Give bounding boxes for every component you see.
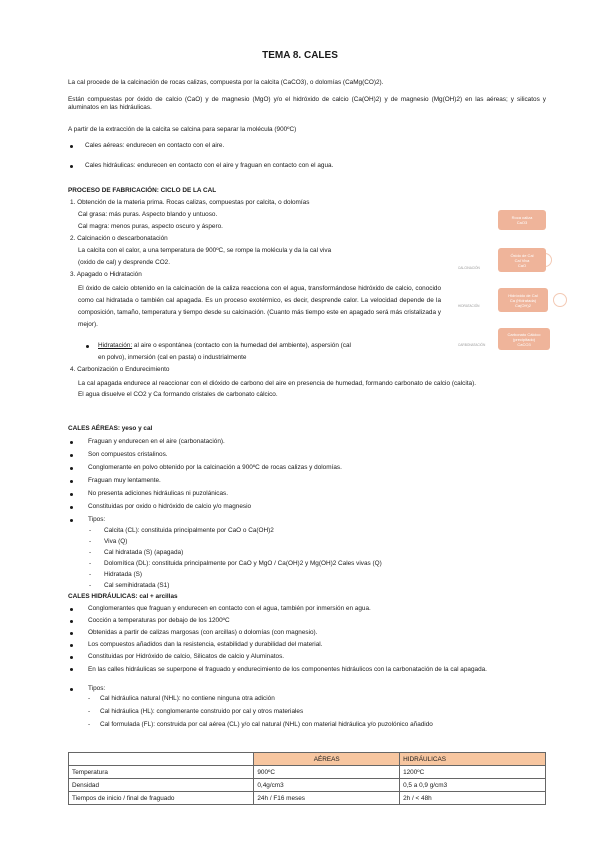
table-cell: 0,5 a 0,9 g/cm3 [400, 779, 546, 792]
diagram-node-oxido-cal: Óxido de Cal Cal Viva CaO [498, 248, 546, 272]
process-heading: PROCESO DE FABRICACIÓN: CICLO DE LA CAL [68, 187, 217, 194]
bullet-icon [70, 519, 73, 522]
bullet-icon [70, 506, 73, 509]
table-cell: 0,4g/cm3 [254, 779, 400, 792]
diagram-label-hidratacion: HIDRATACIÓN [458, 304, 480, 308]
bullet-icon [70, 668, 73, 671]
bullet-icon [86, 345, 89, 348]
bullet-icon [70, 441, 73, 444]
hidraulicas-tipo: Cal hidráulica (HL): conglomerante construido por cal y otros materiales [100, 708, 304, 715]
table-cell: Tiempos de inicio / final de fraguado [69, 792, 254, 805]
step-3-bullet [98, 342, 351, 350]
step-1-line: Cal magra: menos puras, aspecto oscuro y áspero. [78, 223, 223, 230]
table-row [69, 792, 546, 805]
dash-icon: - [89, 571, 92, 578]
bullet-icon [70, 165, 73, 168]
aereas-tipo: Cal semihidratada (S1) [104, 582, 170, 589]
step-2-line: (oxido de cal) y desprende CO2. [78, 259, 171, 266]
bullet-icon [70, 493, 73, 496]
table-row [69, 766, 546, 779]
intro-paragraph-1: La cal procede de la calcinación de rocas calizas, compuesta por la calcita (CaCO3), o dolomías (CaMg(CO)2). [68, 79, 384, 86]
step-1-title: 1. Obtención de la materia prima. Rocas calizas, compuestas por calcita, o dolomías [70, 199, 310, 206]
aereas-bullet: Tipos: [88, 516, 106, 523]
aereas-tipo: Dolomítica (DL): constituida principalmente por CaO y MgO / Ca(OH)2 y Mg(OH)2 Cales vivas (Q) [104, 560, 382, 567]
hidraulicas-bullet: Cocción a temperaturas por debajo de los 1200ºC [88, 617, 230, 624]
bullet-icon [70, 620, 73, 623]
table-cell: 24h / F16 meses [254, 792, 400, 805]
table-cell: Temperatura [69, 766, 254, 779]
ring-decoration [553, 293, 567, 307]
step-2-title: 2. Calcinación o descarbonatación [70, 235, 168, 242]
bullet-icon [70, 656, 73, 659]
aereas-bullet: Son compuestos cristalinos. [88, 451, 168, 458]
diagram-node-roca-caliza: Roca caliza CaO3 [498, 210, 546, 230]
step-3-paragraph: El óxido de calcio obtenido en la calcinación de la caliza reacciona con el agua, transformándose hidróxido de calcio, conocido como cal hidratada o también cal apagada. Es un proceso exotérmico, es decir, desprende calor. La velocidad depende de la composición, tamaño, temperatura y tiempo desde su calcinación. (Cuanto más tiempo este en apagado será más cristalizada y mejor). [78, 285, 441, 328]
aereas-tipo: Viva (Q) [104, 538, 128, 545]
aereas-tipo: Hidratada (S) [104, 571, 143, 578]
intro-paragraph-3: A partir de la extracción de la calcita se calcina para separar la molécula (900ºC) [68, 126, 297, 133]
table-header-row [69, 753, 546, 766]
dash-icon: - [88, 695, 91, 702]
step-4-paragraph: La cal apagada endurece al reaccionar con el dióxido de carbono del aire en presencia de humedad, formando carbonato de calcio (calcita). El agua disuelve el CO2 y Ca formando cristales de carbonato cálcico. [78, 380, 476, 398]
hidraulicas-bullet: Conglomerantes que fraguan y endurecen en contacto con el agua, también por inmersión en agua. [88, 605, 371, 612]
hidraulicas-tipo: Cal hidráulica natural (NHL): no contiene ninguna otra adición [100, 695, 275, 702]
bullet-icon [70, 608, 73, 611]
step-4-title: 4. Carbonización o Endurecimiento [70, 366, 170, 373]
hidraulicas-heading: CALES HIDRÁULICAS: cal + arcillas [68, 593, 178, 600]
table-header-cell: HIDRÁULICAS [400, 753, 546, 766]
bullet-icon [70, 480, 73, 483]
aereas-bullet: No presenta adiciones hidráulicas ni puzolánicas. [88, 490, 228, 497]
table-header-cell [69, 753, 254, 766]
table-cell: 900ºC [254, 766, 400, 779]
step-1-line: Cal grasa: más puras. Aspecto blando y untuoso. [78, 211, 218, 218]
aereas-tipo: Calcita (CL): constituida principalmente por CaO o Ca(OH)2 [104, 527, 274, 534]
aereas-tipo: Cal hidratada (S) (apagada) [104, 549, 184, 556]
dash-icon: - [88, 721, 91, 728]
dash-icon: - [89, 549, 92, 556]
bullet-icon [70, 632, 73, 635]
dash-icon: - [89, 582, 92, 589]
diagram-label-calcinacion: CALCINACIÓN [458, 266, 480, 270]
hidraulicas-bullet: Obtenidas a partir de calizas margosas (con arcillas) o dolomías (con magnesio). [88, 629, 318, 636]
table-cell: 2h / < 48h [400, 792, 546, 805]
bullet-icon [70, 145, 73, 148]
page-title: TEMA 8. CALES [262, 50, 338, 61]
diagram-node-hidroxido-cal: Hidróxido de Cal Ca (Hidratada) Ca(OH)2 [498, 288, 548, 312]
aereas-heading: CALES AÉREAS: yeso y cal [68, 425, 153, 432]
aereas-bullet: Fraguan y endurecen en el aire (carbonatación). [88, 438, 225, 445]
hidraulicas-bullet: Tipos: [88, 685, 106, 692]
dash-icon: - [89, 538, 92, 545]
hidraulicas-tipo: Cal formulada (FL): construida por cal aérea (CL) y/o cal natural (NHL) con material hidráulica y/o puzolónico añadido [100, 721, 433, 728]
diagram-label-carbonatacion: CARBONATACIÓN [458, 343, 486, 347]
table-cell: 1200ºC [400, 766, 546, 779]
bullet-icon [70, 454, 73, 457]
aereas-bullet: Fraguan muy lentamente. [88, 477, 161, 484]
comparison-table [68, 752, 546, 805]
intro-bullet: Cales hidráulicas: endurecen en contacto con el aire y fraguan en contacto con el agua. [85, 162, 334, 169]
bullet-icon [70, 644, 73, 647]
hidratacion-label: Hidratación: [98, 342, 133, 349]
diagram-node-carbonato-calcico: Carbonato Cálcico (precipitado) CaCO3 [498, 328, 550, 350]
dash-icon: - [89, 527, 92, 534]
bullet-icon [70, 688, 73, 691]
dash-icon: - [88, 708, 91, 715]
table-header-cell: AÉREAS [254, 753, 400, 766]
step-3-bullet-line: en polvo), inmersión (cal en pasta) o industrialmente [98, 354, 247, 361]
table-row [69, 779, 546, 792]
step-2-line: La calcita con el calor, a una temperatura de 900ºC, se rompe la molécula y da la cal viva [78, 247, 332, 254]
aereas-bullet: Conglomerante en polvo obtenido por la calcinación a 900ºC de rocas calizas y dolomías. [88, 464, 342, 471]
step-3-title: 3. Apagado o Hidratación [70, 271, 142, 278]
hidraulicas-bullet: Constituidas por Hidróxido de calcio, Silicatos de calcio y Aluminatos. [88, 653, 285, 660]
table-cell: Densidad [69, 779, 254, 792]
aereas-bullet: Constituidas por oxido o hidróxido de calcio y/o magnesio [88, 503, 252, 510]
bullet-icon [70, 467, 73, 470]
lime-cycle-diagram [458, 200, 593, 360]
hidraulicas-bullet: Los compuestos añadidos dan la resistencia, estabilidad y durabilidad del material. [88, 641, 323, 648]
hidraulicas-bullet: En las calles hidráulicas se superpone el fraguado y endurecimiento de los componentes hidráulicos con la carbonatación de la cal apagada. [88, 666, 487, 673]
dash-icon: - [89, 560, 92, 567]
intro-paragraph-2: Están compuestas por óxido de calcio (CaO) y de magnesio (MgO) y/o el hidróxido de calcio (Ca(OH)2) y de magnesio (Mg(OH)2) en las aéreas; y silicatos y aluminatos en las hidráulicas. [68, 96, 546, 111]
hidratacion-text: al aire o espontánea (contacto con la humedad del ambiente), aspersión (cal [132, 342, 351, 349]
intro-bullet: Cales aéreas: endurecen en contacto con el aire. [85, 142, 225, 149]
